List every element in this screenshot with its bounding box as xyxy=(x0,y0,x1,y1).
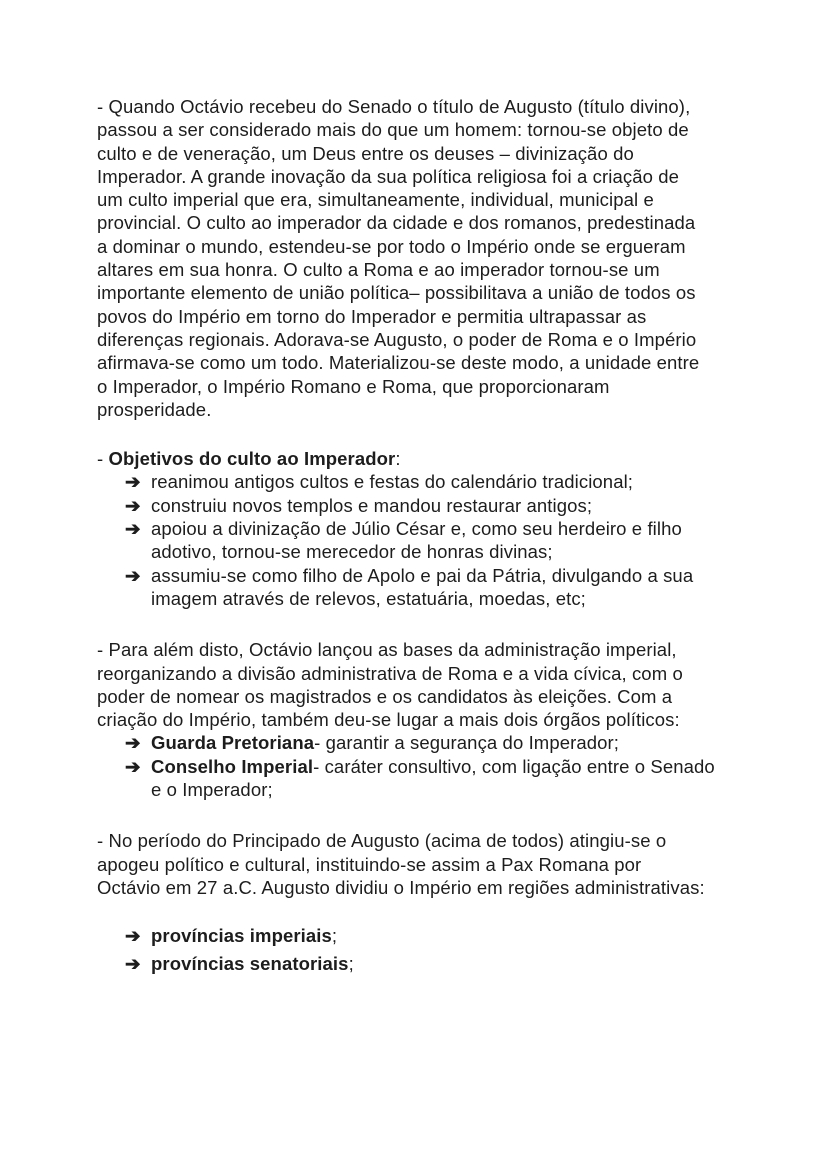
text-line xyxy=(151,731,787,754)
section-principado xyxy=(97,829,787,899)
text-line: diferenças regionais. Adorava-se Augusto, o poder de Roma e o Império xyxy=(97,328,697,350)
text-line: um culto imperial que era, simultaneamente, individual, municipal e xyxy=(97,189,654,211)
text-line: poder de nomear os magistrados e os candidatos às eleições. Com a xyxy=(97,685,673,707)
text-line: a dominar o mundo, estendeu-se por todo o Império onde se ergueram xyxy=(97,235,686,257)
arrow-bullet-icon: ➔ xyxy=(125,755,141,777)
section-administracao xyxy=(97,638,787,801)
text-line: altares em sua honra. O culto a Roma e ao imperador tornou-se um xyxy=(97,259,660,281)
text-line: provincial. O culto ao imperador da cidade e dos romanos, predestinada xyxy=(97,212,696,234)
text-line: assumiu-se como filho de Apolo e pai da Pátria, divulgando a sua xyxy=(151,564,694,586)
text-line: construiu novos templos e mandou restaurar antigos; xyxy=(151,494,593,516)
arrow-bullet-icon: ➔ xyxy=(125,494,141,516)
section-provincias xyxy=(97,922,787,978)
text-line: passou a ser considerado mais do que um homem: tornou-se objeto de xyxy=(97,119,689,141)
text-line: - Quando Octávio recebeu do Senado o título de Augusto (título divino), xyxy=(97,96,691,117)
term-suffix: ; xyxy=(348,953,354,975)
term-label: Guarda Pretoriana xyxy=(151,732,315,754)
list-item-guarda-pretoriana xyxy=(97,731,787,754)
text-line: - No período do Principado de Augusto (acima de todos) atingiu-se o xyxy=(97,830,667,852)
list-item xyxy=(97,517,787,564)
text-line xyxy=(151,950,787,978)
arrow-bullet-icon: ➔ xyxy=(125,518,141,540)
text-line: criação do Império, também deu-se lugar a mais dois órgãos políticos: xyxy=(97,709,680,731)
text-line: culto e de veneração, um Deus entre os deuses – divinização do xyxy=(97,142,634,164)
notes-page xyxy=(97,95,787,978)
text-line: reanimou antigos cultos e festas do calendário tradicional; xyxy=(151,471,634,493)
text-line: reorganizando a divisão administrativa de Roma e a vida cívica, com o xyxy=(97,662,683,684)
list-item-conselho-imperial xyxy=(97,755,787,802)
term-label: Conselho Imperial xyxy=(151,755,314,777)
heading-colon: : xyxy=(395,448,401,470)
text-line: o Imperador, o Império Romano e Roma, que proporcionaram xyxy=(97,375,610,397)
term-suffix: ; xyxy=(331,925,338,947)
section-heading xyxy=(97,447,787,470)
list-item-provincias-imperiais xyxy=(97,922,787,950)
text-line: importante elemento de união política– possibilitava a união de todos os xyxy=(97,282,696,304)
arrow-bullet-icon: ➔ xyxy=(125,732,141,754)
text-line: e o Imperador; xyxy=(151,779,273,801)
text-line: apogeu político e cultural, instituindo-se assim a Pax Romana por xyxy=(97,853,642,875)
text-line: povos do Império em torno do Imperador e permitia ultrapassar as xyxy=(97,305,647,327)
text-line: imagem através de relevos, estatuária, moedas, etc; xyxy=(151,587,586,609)
arrow-bullet-icon: ➔ xyxy=(125,953,141,975)
text-line: prosperidade. xyxy=(97,398,212,420)
text-line xyxy=(151,755,787,778)
text-line: afirmava-se como um todo. Materializou-se deste modo, a unidade entre xyxy=(97,352,700,374)
list-item xyxy=(97,564,787,611)
arrow-bullet-icon: ➔ xyxy=(125,564,141,586)
arrow-bullet-icon: ➔ xyxy=(125,925,141,947)
arrow-bullet-icon: ➔ xyxy=(125,471,141,493)
text-line xyxy=(151,922,787,950)
text-line: Octávio em 27 a.C. Augusto dividiu o Império em regiões administrativas: xyxy=(97,876,705,898)
text-line: Imperador. A grande inovação da sua política religiosa foi a criação de xyxy=(97,165,679,187)
term-definition: - caráter consultivo, com ligação entre o Senado xyxy=(313,755,715,777)
list-item xyxy=(97,494,787,517)
paragraph-divinizacao xyxy=(97,95,787,421)
list-item-provincias-senatoriais xyxy=(97,950,787,978)
section-objetivos xyxy=(97,447,787,610)
text-line: apoiou a divinização de Júlio César e, como seu herdeiro e filho xyxy=(151,518,682,540)
term-label: províncias senatoriais xyxy=(151,953,349,975)
heading-title: Objetivos do culto ao Imperador xyxy=(108,448,396,470)
term-definition: - garantir a segurança do Imperador; xyxy=(314,732,620,754)
term-label: províncias imperiais xyxy=(151,925,332,947)
text-line: - Para além disto, Octávio lançou as bases da administração imperial, xyxy=(97,639,677,661)
text-line: adotivo, tornou-se merecedor de honras divinas; xyxy=(151,541,553,563)
list-item xyxy=(97,470,787,493)
heading-dash: - xyxy=(97,448,109,470)
